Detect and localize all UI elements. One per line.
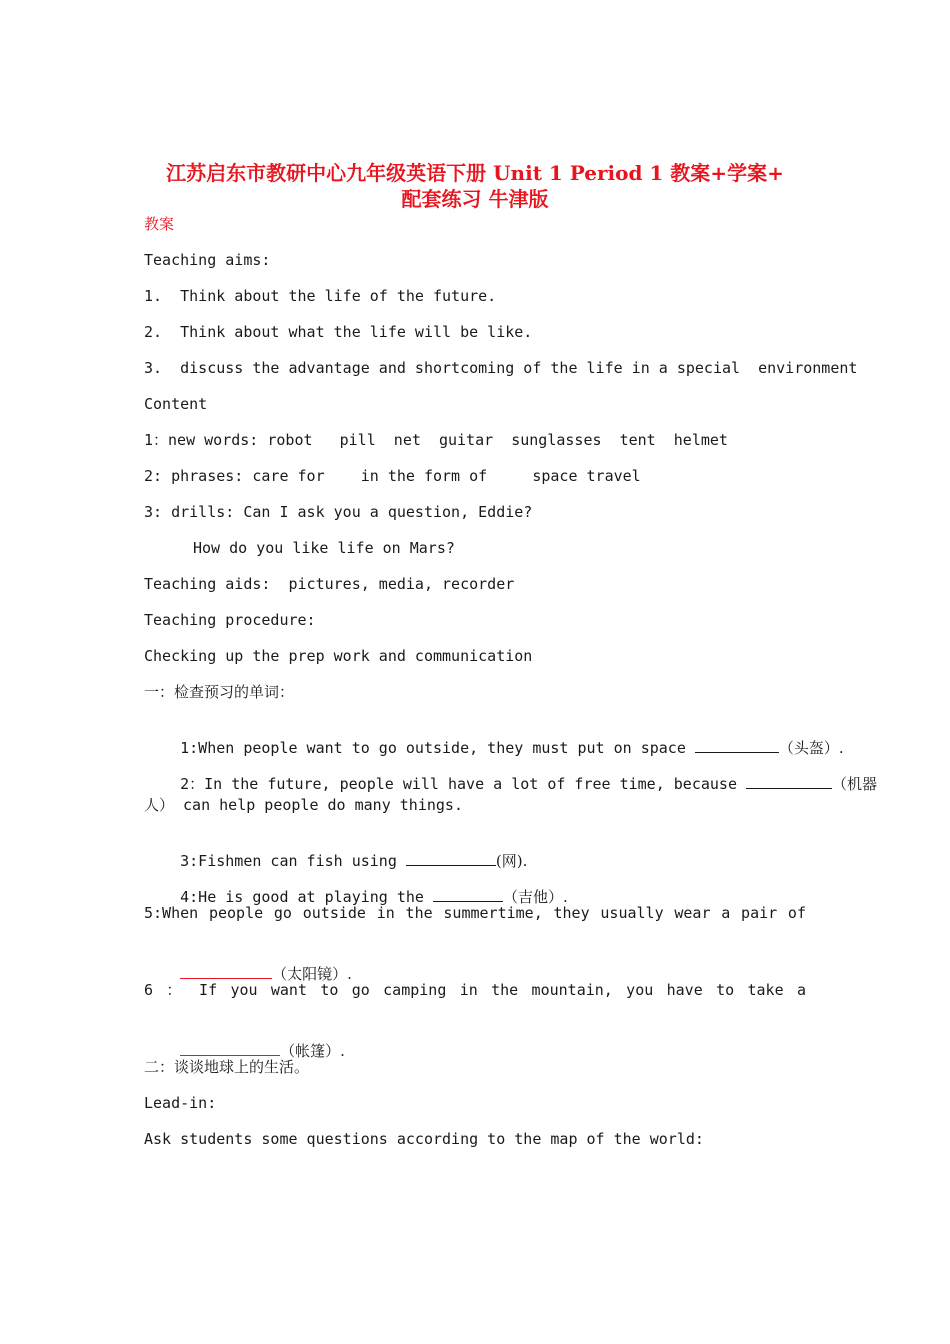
question-4-hint: （吉他）. bbox=[503, 888, 568, 906]
question-4-text: 4:He is good at playing the bbox=[180, 888, 433, 906]
section-label: 教案 bbox=[144, 215, 175, 233]
question-3-hint: (网). bbox=[495, 852, 528, 870]
part1-heading: 一：检查预习的单词： bbox=[144, 683, 295, 701]
content-drills-1: 3: drills: Can I ask you a question, Eddie? bbox=[144, 503, 533, 521]
lead-in-instruction: Ask students some questions according to the map of the world: bbox=[144, 1130, 704, 1148]
content-words: 1：new words: robot pill net guitar sunglasses tent helmet bbox=[144, 431, 728, 449]
question-5: 5:When people go outside in the summertime, they usually wear a pair of bbox=[144, 904, 806, 922]
content-drills-2: How do you like life on Mars? bbox=[193, 539, 455, 557]
lead-in-label: Lead-in: bbox=[144, 1094, 217, 1112]
question-2-hint: （机器 bbox=[832, 775, 878, 793]
part2-heading: 二：谈谈地球上的生活。 bbox=[144, 1058, 310, 1076]
answer-blank-2[interactable] bbox=[746, 774, 832, 789]
question-2-continued: 人） can help people do many things. bbox=[144, 796, 463, 814]
question-6: 6 ： If you want to go camping in the mountain, you have to take a bbox=[144, 981, 806, 999]
answer-blank-4[interactable] bbox=[433, 887, 503, 902]
question-1-hint: （头盔）. bbox=[778, 739, 844, 757]
question-3-text: 3:Fishmen can fish using bbox=[180, 852, 406, 870]
aims-heading: Teaching aims: bbox=[144, 251, 271, 269]
aim-item-2: 2. Think about what the life will be like. bbox=[144, 323, 533, 341]
answer-blank-3[interactable] bbox=[406, 851, 496, 866]
answer-blank-5[interactable] bbox=[180, 964, 272, 979]
teaching-procedure: Teaching procedure: bbox=[144, 611, 316, 629]
document-title-line-2: 配套练习 牛津版 bbox=[401, 187, 549, 211]
document-title-line-1: 江苏启东市教研中心九年级英语下册 Unit 1 Period 1 教案+学案+ bbox=[166, 161, 784, 185]
answer-blank-6[interactable] bbox=[180, 1041, 280, 1056]
content-heading: Content bbox=[144, 395, 208, 413]
checking-line: Checking up the prep work and communication bbox=[144, 647, 533, 665]
teaching-aids: Teaching aids: pictures, media, recorder bbox=[144, 575, 515, 593]
question-1-text: 1:When people want to go outside, they must put on space bbox=[180, 739, 695, 757]
question-2-text: 2：In the future, people will have a lot of free time, because bbox=[180, 775, 747, 793]
question-5-hint: （太阳镜）. bbox=[272, 965, 352, 983]
answer-blank-1[interactable] bbox=[695, 738, 779, 753]
aim-item-3: 3. discuss the advantage and shortcoming of the life in a special environment bbox=[144, 359, 858, 377]
content-phrases: 2: phrases: care for in the form of space travel bbox=[144, 467, 641, 485]
aim-item-1: 1. Think about the life of the future. bbox=[144, 287, 497, 305]
question-6-hint: （帐篷）. bbox=[280, 1042, 345, 1060]
